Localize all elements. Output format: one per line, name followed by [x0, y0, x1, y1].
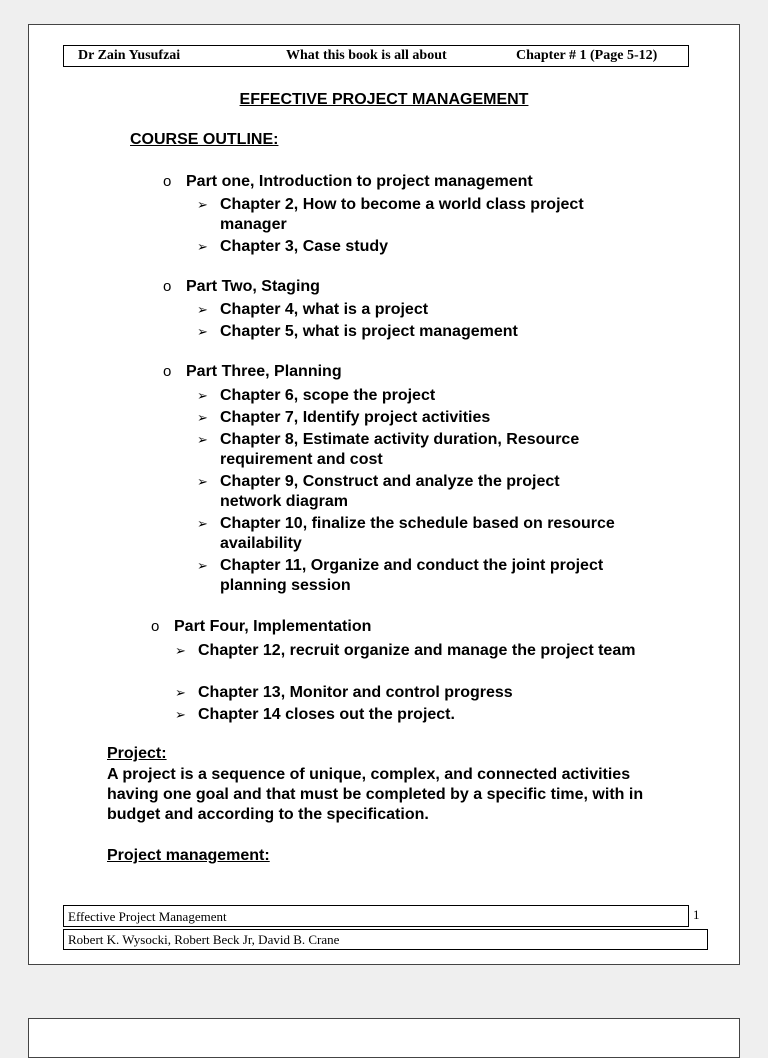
outline-chapter: [197, 386, 677, 406]
chapter-label: Chapter 9, Construct and analyze the project network diagram: [220, 473, 560, 510]
outline-chapter: [197, 514, 677, 554]
chapter-label: Chapter 10, finalize the schedule based on resource availability: [220, 515, 615, 552]
course-outline-heading: COURSE OUTLINE:: [130, 131, 279, 148]
outline-chapter: [175, 641, 645, 661]
chapter-label: Chapter 12, recruit organize and manage the project team: [198, 642, 636, 659]
arrow-bullet-icon: ➢: [175, 707, 186, 722]
outline-chapter: [197, 556, 667, 596]
project-definition: A project is a sequence of unique, complex, and connected activities having one goal and that must be completed by a specific time, with in budget and according to the specification.: [107, 766, 644, 823]
chapter-label: Chapter 2, How to become a world class project manager: [220, 196, 584, 233]
outline-chapter: [197, 430, 637, 470]
document-title: EFFECTIVE PROJECT MANAGEMENT: [239, 91, 529, 108]
footer-authors: Robert K. Wysocki, Robert Beck Jr, David B. Crane: [68, 932, 340, 947]
outline-chapter: [175, 705, 655, 725]
chapter-label: Chapter 3, Case study: [220, 238, 389, 255]
header-chapter: Chapter # 1 (Page 5-12): [516, 48, 658, 63]
arrow-bullet-icon: ➢: [197, 388, 208, 403]
document-page: [28, 24, 740, 965]
circle-bullet-icon: o: [163, 278, 172, 295]
part-label: Part Four, Implementation: [174, 618, 372, 635]
project-management-heading: Project management:: [107, 847, 270, 864]
page-header: [63, 45, 689, 67]
outline-chapter: [197, 195, 637, 235]
outline-chapter: [197, 472, 617, 512]
chapter-label: Chapter 13, Monitor and control progress: [198, 684, 513, 701]
arrow-bullet-icon: ➢: [175, 685, 186, 700]
chapter-label: Chapter 6, scope the project: [220, 387, 436, 404]
header-author: Dr Zain Yusufzai: [78, 48, 181, 63]
circle-bullet-icon: o: [163, 363, 172, 380]
next-page-edge: [28, 1018, 740, 1058]
chapter-label: Chapter 8, Estimate activity duration, Resource requirement and cost: [220, 431, 580, 468]
chapter-label: Chapter 11, Organize and conduct the joint project planning session: [220, 557, 604, 594]
outline-chapter: [175, 683, 655, 703]
arrow-bullet-icon: ➢: [197, 239, 208, 254]
part-label: Part Three, Planning: [186, 363, 342, 380]
footer-book-title: Effective Project Management: [68, 909, 227, 924]
arrow-bullet-icon: ➢: [197, 474, 208, 489]
circle-bullet-icon: o: [163, 173, 172, 190]
footer-book-title-box: [63, 905, 689, 927]
part-label: Part Two, Staging: [186, 278, 320, 295]
footer-authors-box: [63, 929, 708, 950]
arrow-bullet-icon: ➢: [197, 558, 208, 573]
header-topic: What this book is all about: [286, 48, 447, 63]
arrow-bullet-icon: ➢: [197, 302, 208, 317]
chapter-label: Chapter 14 closes out the project.: [198, 706, 455, 723]
arrow-bullet-icon: ➢: [197, 432, 208, 447]
arrow-bullet-icon: ➢: [175, 643, 186, 658]
arrow-bullet-icon: ➢: [197, 324, 208, 339]
part-label: Part one, Introduction to project management: [186, 173, 533, 190]
chapter-label: Chapter 5, what is project management: [220, 323, 518, 340]
project-heading: Project:: [107, 745, 167, 762]
chapter-label: Chapter 4, what is a project: [220, 301, 429, 318]
outline-chapter: [197, 237, 637, 257]
arrow-bullet-icon: ➢: [197, 197, 208, 212]
chapter-label: Chapter 7, Identify project activities: [220, 409, 491, 426]
page-number: 1: [693, 907, 700, 922]
outline-chapter: [197, 300, 677, 320]
outline-chapter: [197, 408, 677, 428]
arrow-bullet-icon: ➢: [197, 516, 208, 531]
arrow-bullet-icon: ➢: [197, 410, 208, 425]
circle-bullet-icon: o: [151, 618, 160, 635]
outline-chapter: [197, 322, 677, 342]
